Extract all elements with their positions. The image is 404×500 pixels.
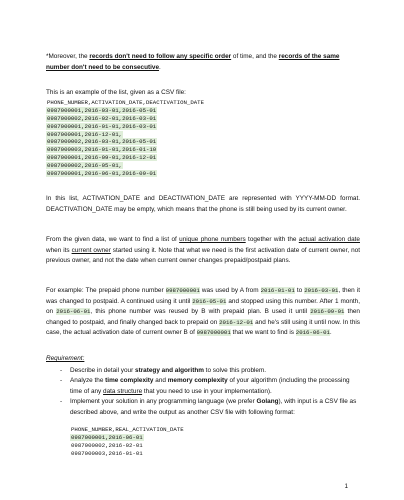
csv-row: 0987000002,2016-05-01,	[47, 162, 123, 170]
inline-code: 2016-06-01	[295, 329, 330, 337]
intro-emphasis-order: records don't need to follow any specific order	[89, 53, 232, 60]
intro-text: *Moreover, the	[46, 53, 90, 60]
csv-row: 0987000001,2016-01-01,2016-03-01	[47, 122, 157, 130]
intro-text: of time, and the	[231, 53, 279, 60]
csv-row: 0987000002,2016-03-01,2016-05-01	[47, 138, 157, 146]
inline-code: 2016-01-01	[260, 287, 295, 294]
requirement-heading: Requirement:	[46, 355, 85, 362]
page-number: 1	[344, 483, 348, 490]
csv-output-block	[70, 426, 270, 458]
inline-code: 0987000001	[165, 287, 200, 294]
csv-output-row: 0987000002,2016-02-01	[71, 441, 143, 449]
csv-row: 0987000001,2016-06-01,2016-09-01	[47, 170, 157, 178]
example-paragraph: For example: The prepaid phone number 0987000001 was used by A from 2016-01-01 to 2016-03-01, then it was changed to postpaid. A continued using it until 2016-05-01 and stopped using this number. After 1 month, on 2016-06-01, this phone number was reused by B with prepaid plan. B used it until 2016-09-01 then changed to postpaid, and finally changed back to prepaid on 2016-12-01 and he's still using it until now. In this case, the actual activation date of current owner B of 0987000001 that we want to find is 2016-06-01.	[46, 287, 361, 337]
goal-paragraph: From the given data, we want to find a list of unique phone numbers together with the actual activation date when its current owner started using it. Note that what we need is the first activation date of current owner, not previous owner, and not the date when current owner changes prepaid/postpaid plans.	[46, 236, 360, 265]
intro-emphasis-consecutive: records of the same number don't need to be consecutive	[46, 53, 340, 71]
csv-output-row: 0987000001,2016-06-01	[71, 433, 143, 441]
intro-text: .	[159, 63, 161, 71]
csv-row: 0987000002,2016-02-01,2016-03-01	[47, 114, 157, 122]
csv-example-block	[46, 99, 246, 178]
example-caption: This is an example of the list, given as a CSV file:	[46, 89, 186, 96]
inline-code: 2016-12-01	[219, 318, 254, 326]
csv-row: 0987000001,2016-09-01,2016-12-01	[47, 154, 157, 162]
goal-current-owner: current owner	[71, 246, 111, 254]
intro-paragraph	[46, 52, 360, 73]
inline-code: 2016-09-01	[310, 308, 345, 316]
goal-actual-activation-date: actual activation date	[298, 236, 360, 243]
inline-code: 2016-06-01	[56, 308, 91, 316]
requirement-item: - Analyze the time complexity and memory complexity of your algorithm (including the processing time of any data structure that you need to use in your implementation).	[60, 377, 350, 395]
inline-code: 2016-03-01	[304, 287, 339, 294]
csv-row: 0987000001,2016-12-01,	[47, 130, 123, 138]
requirement-list	[60, 366, 360, 418]
inline-code: 0987000001	[196, 329, 231, 337]
csv-output-row: 0987000003,2016-01-01	[71, 449, 143, 457]
requirement-item: - Describe in detail your strategy and algorithm to solve this problem.	[60, 367, 267, 374]
format-paragraph: In this list, ACTIVATION_DATE and DEACTIVATION_DATE are represented with YYYY-MM-DD format. DEACTIVATION_DATE may be empty, which means that the phone is still being used by its current owner.	[46, 195, 360, 213]
csv-row: 0987000003,2016-01-01,2016-01-10	[47, 146, 157, 154]
csv-header: PHONE_NUMBER,ACTIVATION_DATE,DEACTIVATION_DATE	[47, 99, 205, 106]
inline-code: 2016-05-01	[192, 297, 227, 305]
goal-unique-phone-numbers: unique phone numbers	[179, 236, 246, 243]
csv-row: 0987000001,2016-03-01,2016-05-01	[47, 106, 157, 114]
csv-output-header: PHONE_NUMBER,REAL_ACTIVATION_DATE	[71, 426, 184, 433]
requirement-item: - Implement your solution in any programming language (we prefer Golang), with input is a CSV file as described above, and write the output as another CSV file with following format:	[60, 398, 357, 416]
